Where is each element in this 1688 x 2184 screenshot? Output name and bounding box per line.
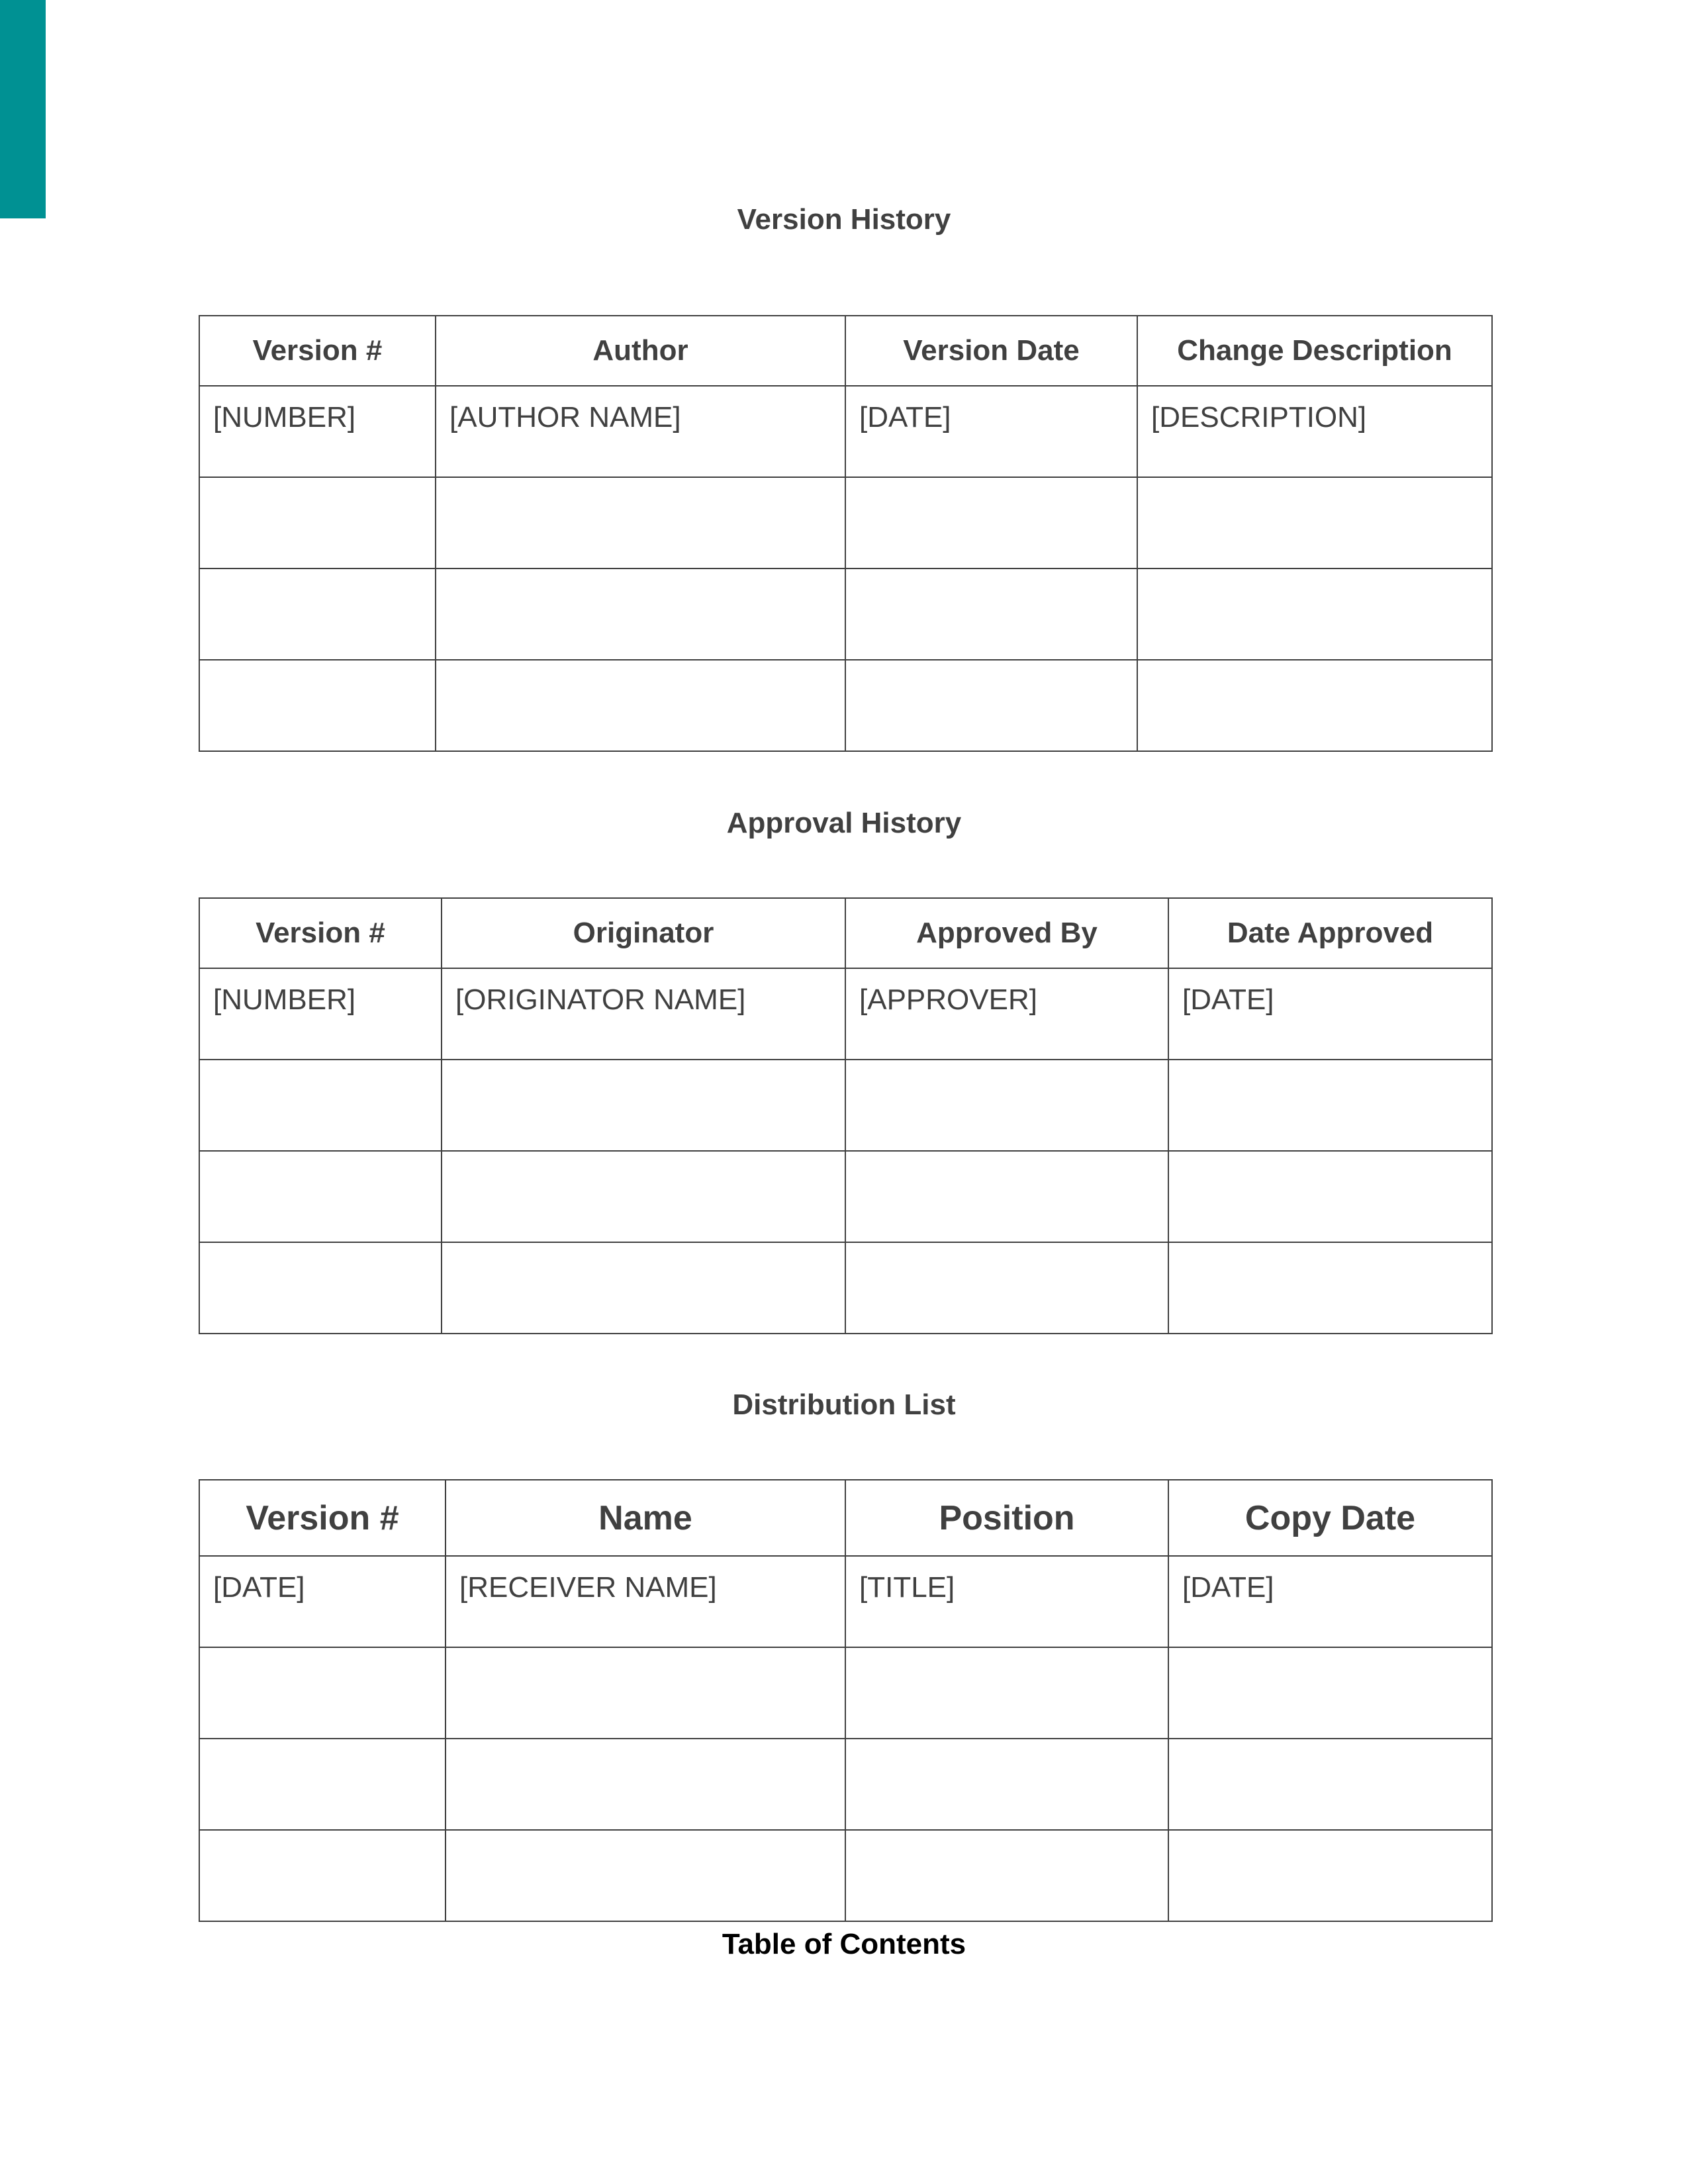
table-cell[interactable] [1168, 1060, 1492, 1151]
table-cell[interactable] [436, 477, 845, 569]
table-cell[interactable]: [DATE] [199, 1556, 445, 1647]
table-cell[interactable] [199, 1739, 445, 1830]
version-history-title: Version History [737, 203, 951, 236]
table-cell[interactable] [199, 569, 436, 660]
column-header: Version # [199, 898, 442, 968]
column-header: Author [436, 316, 845, 386]
table-cell[interactable]: [DATE] [1168, 968, 1492, 1060]
column-header: Version # [199, 316, 436, 386]
table-cell[interactable] [845, 1242, 1168, 1334]
table-row [199, 477, 1492, 569]
table-of-contents-title: Table of Contents [722, 1928, 966, 1960]
table-cell[interactable] [1137, 569, 1492, 660]
column-header: Originator [442, 898, 845, 968]
table-cell[interactable] [436, 569, 845, 660]
table-cell[interactable] [445, 1647, 845, 1739]
table-cell[interactable] [845, 569, 1137, 660]
distribution-list-table [199, 1479, 1493, 1922]
table-cell[interactable] [199, 1647, 445, 1739]
table-cell[interactable] [845, 1060, 1168, 1151]
table-cell[interactable] [1168, 1830, 1492, 1921]
table-cell[interactable]: [AUTHOR NAME] [436, 386, 845, 477]
table-row [199, 1647, 1492, 1739]
table-cell[interactable] [1168, 1242, 1492, 1334]
table-header-row [199, 1480, 1492, 1556]
table-row [199, 1830, 1492, 1921]
table-row [199, 1739, 1492, 1830]
table-cell[interactable] [1137, 660, 1492, 751]
accent-bar [0, 0, 46, 218]
table-cell[interactable] [445, 1830, 845, 1921]
table-row [199, 1151, 1492, 1242]
table-row [199, 968, 1492, 1060]
table-cell[interactable] [845, 1647, 1168, 1739]
table-cell[interactable]: [DATE] [1168, 1556, 1492, 1647]
table-cell[interactable] [442, 1242, 845, 1334]
column-header: Date Approved [1168, 898, 1492, 968]
column-header: Position [845, 1480, 1168, 1556]
table-header-row [199, 898, 1492, 968]
column-header: Name [445, 1480, 845, 1556]
table-cell[interactable] [845, 1830, 1168, 1921]
table-cell[interactable] [199, 1151, 442, 1242]
table-header-row [199, 316, 1492, 386]
column-header: Copy Date [1168, 1480, 1492, 1556]
column-header: Change Description [1137, 316, 1492, 386]
table-cell[interactable] [845, 1739, 1168, 1830]
table-cell[interactable]: [RECEIVER NAME] [445, 1556, 845, 1647]
table-cell[interactable] [199, 1242, 442, 1334]
table-cell[interactable] [442, 1151, 845, 1242]
approval-history-title: Approval History [726, 807, 962, 839]
version-history-table [199, 315, 1493, 752]
column-header: Approved By [845, 898, 1168, 968]
table-cell[interactable] [845, 660, 1137, 751]
table-row [199, 1060, 1492, 1151]
table-cell[interactable]: [NUMBER] [199, 386, 436, 477]
table-cell[interactable] [436, 660, 845, 751]
table-cell[interactable]: [ORIGINATOR NAME] [442, 968, 845, 1060]
table-cell[interactable] [1137, 477, 1492, 569]
table-cell[interactable] [1168, 1151, 1492, 1242]
table-cell[interactable] [199, 660, 436, 751]
table-cell[interactable] [845, 477, 1137, 569]
table-row [199, 1556, 1492, 1647]
table-cell[interactable]: [NUMBER] [199, 968, 442, 1060]
table-cell[interactable] [199, 1060, 442, 1151]
table-cell[interactable] [199, 1830, 445, 1921]
table-cell[interactable]: [APPROVER] [845, 968, 1168, 1060]
distribution-list-title: Distribution List [732, 1388, 956, 1421]
table-cell[interactable] [1168, 1647, 1492, 1739]
table-cell[interactable]: [DATE] [845, 386, 1137, 477]
table-cell[interactable]: [TITLE] [845, 1556, 1168, 1647]
approval-history-table [199, 897, 1493, 1334]
column-header: Version # [199, 1480, 445, 1556]
table-cell[interactable] [199, 477, 436, 569]
table-cell[interactable]: [DESCRIPTION] [1137, 386, 1492, 477]
table-cell[interactable] [442, 1060, 845, 1151]
column-header: Version Date [845, 316, 1137, 386]
table-row [199, 569, 1492, 660]
table-cell[interactable] [845, 1151, 1168, 1242]
table-cell[interactable] [445, 1739, 845, 1830]
table-row [199, 660, 1492, 751]
table-cell[interactable] [1168, 1739, 1492, 1830]
table-row [199, 386, 1492, 477]
table-row [199, 1242, 1492, 1334]
